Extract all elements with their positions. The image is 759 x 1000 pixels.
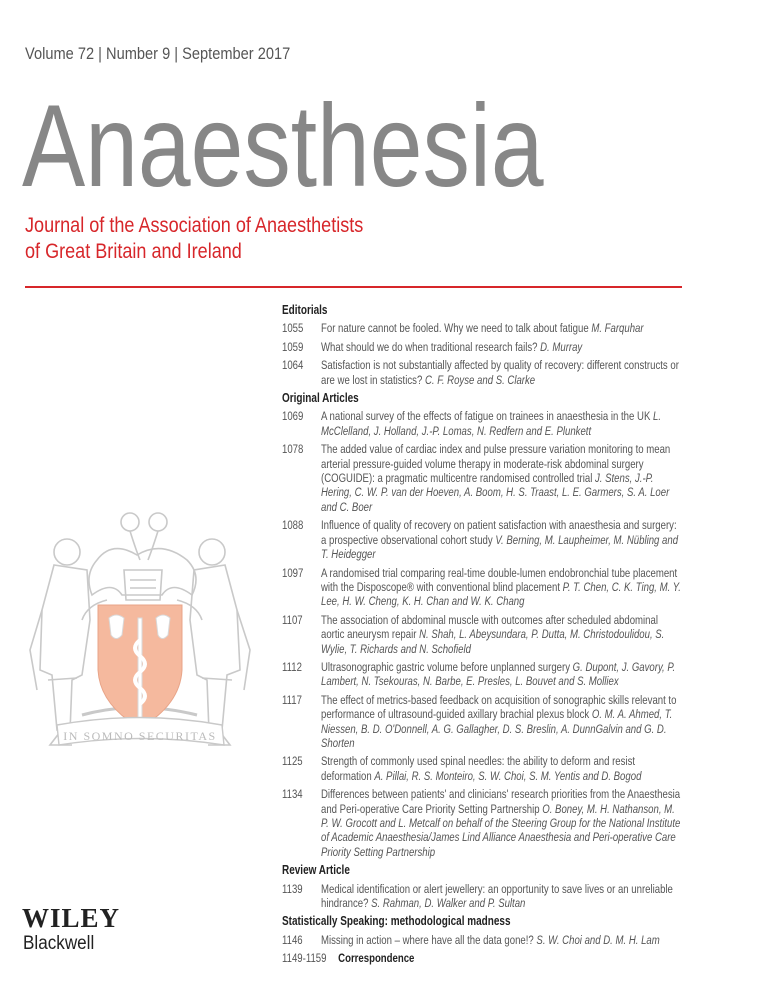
journal-subtitle [25,213,363,265]
article-text [321,409,681,438]
article-title: For nature cannot be fooled. Why we need to talk about fatigue [321,321,589,336]
section-heading-original-articles: Original Articles [282,390,359,406]
article-title: The added value of cardiac index and pulse pressure variation monitoring to mean arterial pressure-guided volume therapy in moderate-risk abdominal surgery (COGUIDE): a pragmatic multicentre randomised controlled trial [321,442,671,486]
article-text [321,787,681,859]
page-number: 1059 [282,339,304,354]
article-title: Satisfaction is not substantially affected by quality of recovery: different constructs or are we lost in statistics? [321,358,679,387]
issue-line: Volume 72 | Number 9 | September 2017 [25,44,291,63]
table-of-contents [282,303,684,966]
article-title: Ultrasonographic gastric volume before unplanned surgery [321,659,570,674]
page-number: 1064 [282,358,304,373]
page-number: 1117 [282,692,302,707]
article-text [321,660,681,689]
subtitle-line: Journal of the Association of Anaesthetists [25,214,364,237]
article-text [321,933,681,947]
toc-entry [282,787,684,859]
article-title: A national survey of the effects of fatigue on trainees in anaesthesia in the UK [321,409,651,424]
section-heading-statistically-speaking: Statistically Speaking: methodological madness [282,913,511,929]
article-authors: J. Stens, J.-P. Hering, C. W. P. van der Hoeven, A. Boom, H. S. Traast, L. E. Garmers, S. A. Loer and C. Boer [321,471,670,514]
subtitle-line: of Great Britain and Ireland [25,240,242,263]
section-review-article [282,882,684,911]
toc-entry [282,882,684,911]
article-authors: O. M. A. Ahmed, T. Niessen, B. D. O'Donnell, A. G. Gallagher, D. S. Breslin, A. DunnGalvin and G. D. Shorten [321,707,673,750]
article-title: Strength of commonly used spinal needles: the ability to deform and resist deformation [321,754,636,783]
page-number: 1078 [282,442,304,457]
section-original-articles [282,409,684,859]
article-authors: S. Rahman, D. Walker and P. Sultan [371,896,526,911]
journal-title: Anaesthesia [22,80,544,211]
article-title: The effect of metrics-based feedback on acquisition of sonographic skills relevant to performance of ultrasound-guided axillary brachial plexus block [321,692,677,722]
toc-entry [282,660,684,689]
coat-of-arms-crest [12,500,262,760]
page-number: 1055 [282,321,304,336]
page-number: 1088 [282,518,304,533]
article-title: A randomised trial comparing real-time double-lumen endobronchial tube placement with the Disposcope® with conventional blind placement [321,565,678,594]
article-authors: L. McClelland, J. Holland, J.-P. Lomas, N. Redfern and E. Plunkett [321,409,662,438]
toc-entry [282,518,684,561]
article-text [321,882,681,911]
article-text [321,613,681,656]
article-authors: O. Boney, M. H. Nathanson, M. P. W. Grocott and L. Metcalf on behalf of the Steering Group for the National Institute of Academic Anaesthesia/James Lind Alliance Anaesthesia and Peri-operative Care Priority Setting Partnership [321,801,681,859]
article-text [321,518,681,561]
article-text [321,321,681,335]
toc-entry [282,693,684,751]
publisher-logo-blackwell: Blackwell [23,933,95,954]
article-authors: A. Pillai, R. S. Monteiro, S. W. Choi, S. M. Yentis and D. Bogod [374,768,642,783]
article-authors: C. F. Royse and S. Clarke [424,372,536,387]
section-heading-review-article: Review Article [282,862,350,878]
article-title: Differences between patients' and clinicians' research priorities from the Anaesthesia and Peri-operative Care Priority Setting Partnership [321,787,681,816]
article-text [321,358,681,387]
page-number: 1069 [282,409,304,424]
article-authors: G. Dupont, J. Gavory, P. Lambert, N. Tsekouras, N. Barbe, E. Presles, L. Bouvet and S. Molliex [321,659,676,689]
article-title: Medical identification or alert jewellery: an opportunity to save lives or an unreliable hindrance? [321,881,673,911]
article-title: Influence of quality of recovery on patient satisfaction with anaesthesia and surgery: a prospective observational cohort study [321,518,677,547]
section-editorials [282,321,684,387]
article-text [321,442,681,514]
article-authors: N. Shah, L. Abeysundara, P. Dutta, M. Christodoulidou, S. Wylie, T. Richards and N. Schofield [321,627,665,656]
page-number: 1139 [282,881,303,896]
page-number: 1146 [282,932,303,947]
article-text [321,754,681,783]
article-authors: P. T. Chen, C. K. Ting, M. Y. Lee, H. W. Cheng, K. H. Chan and W. K. Chang [321,579,681,609]
article-text [321,566,681,609]
article-authors: D. Murray [540,339,583,354]
article-authors: M. Farquhar [591,321,644,336]
article-title: The association of abdominal muscle with outcomes after scheduled abdominal aortic aneurysm repair [321,612,658,642]
page-number: 1112 [282,659,302,674]
correspondence-label: Correspondence [338,951,415,966]
toc-entry [282,321,684,335]
page-range: 1149-1159 [282,951,327,966]
toc-entry [282,933,684,947]
article-text [321,693,681,751]
article-title: Missing in action – where have all the data gone!? [321,932,534,947]
crest-motto: IN SOMNO SECURITAS [63,729,217,743]
toc-entry [282,566,684,609]
article-title: What should we do when traditional research fails? [321,339,538,354]
article-authors: V. Berning, M. Laupheimer, M. Nübling and T. Heidegger [321,532,679,562]
page-number: 1097 [282,565,304,580]
section-statistically-speaking [282,933,684,947]
correspondence-entry [282,951,684,965]
article-authors: S. W. Choi and D. M. H. Lam [536,932,660,947]
toc-entry [282,613,684,656]
toc-entry [282,340,684,354]
toc-entry [282,442,684,514]
toc-entry [282,754,684,783]
article-text [321,340,681,354]
toc-entry [282,358,684,387]
publisher-logo-wiley: WILEY [22,903,121,933]
toc-entry [282,409,684,438]
page-number: 1125 [282,754,303,769]
section-heading-editorials: Editorials [282,302,328,317]
header-divider [25,286,682,288]
page-number: 1134 [282,787,303,802]
page-number: 1107 [282,612,303,627]
